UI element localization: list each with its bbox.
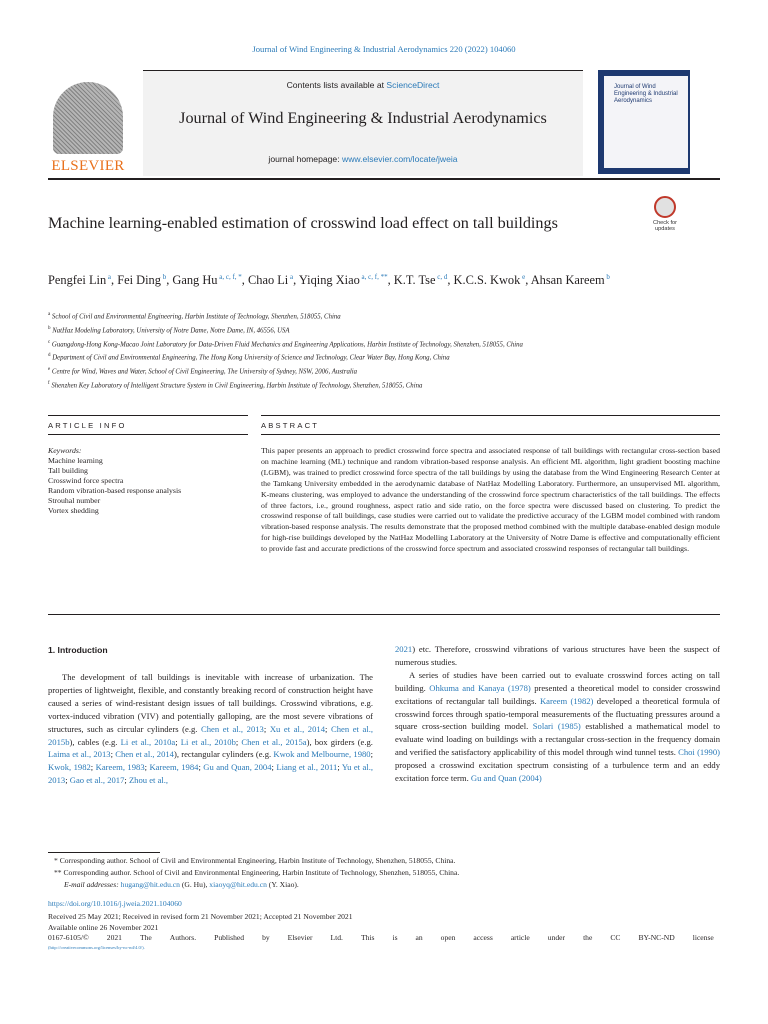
body-text: ; [263,723,270,734]
author-affiliation-marker[interactable]: c, d [435,273,448,281]
author-name: K.T. Tse [393,273,436,288]
keywords-heading: Keywords: [48,446,82,455]
body-text: ; [271,762,277,773]
keyword-item: Tall building [48,466,88,475]
homepage-prefix: journal homepage: [268,154,342,164]
citation-link[interactable]: Kareem, 1983 [95,762,145,773]
license-url-link[interactable]: (http://creativecommons.org/licenses/by-nc-nd/4.0/). [48,945,145,950]
affiliation-a [48,309,688,323]
email-line [48,879,720,891]
citation-link[interactable]: Ohkuma and Kanaya (1978) [429,682,531,693]
author-name: Ahsan Kareem [530,273,605,288]
check-updates-icon [654,196,676,218]
keyword-item: Machine learning [48,456,103,465]
affiliation-text: Department of Civil and Environmental Engineering, The Hong Kong University of Science and Technology, Clear Water Bay, Hong Kong, China [50,354,450,362]
author-affiliation-marker[interactable]: b [160,273,167,281]
article-info-rule-top [48,415,248,416]
license-word: access [473,933,493,943]
body-text: ; [144,762,150,773]
affiliation-d [48,350,688,364]
license-word: 0167-6105/© [48,933,89,943]
author-affiliation-marker[interactable]: a, c, f, ** [359,273,388,281]
body-text: established a mathematical model to evaluate wind loading on buildings with a rectangular cross-section in the frequency domain and verified the satisfactory applicability of this model through wind tunnel tests. [395,721,720,758]
author-name: Pengfei Lin [48,273,107,288]
citation-link[interactable]: Gu and Quan, 2004 [203,762,272,773]
author-name: Yiqing Xiao [298,273,360,288]
keyword-item: Random vibration-based response analysis [48,486,182,495]
footnote-1: * Corresponding author. School of Civil and Environmental Engineering, Harbin Institute of Technology, Shenzhen, 518055, China. [54,856,456,865]
body-text: ; [110,749,116,760]
license-word: under [547,933,566,943]
citation-link[interactable]: Kareem (1982) [539,695,594,706]
footnotes [48,855,720,891]
affiliation-key: d [48,353,51,359]
license-word: the [583,933,593,943]
license-word: This [360,933,375,943]
license-word: article [510,933,530,943]
license-word: license [692,933,714,943]
author-affiliation-marker[interactable]: a [106,273,112,281]
body-text: presented a theoretical model to consider crosswind excitations of rectangular tall buildings. [395,682,720,706]
license-word: 2021 [106,933,122,943]
author-affiliation-marker[interactable]: a [288,273,294,281]
citation-link[interactable]: Laima et al., 2013 [48,749,111,760]
footnote-2: ** Corresponding author. School of Civil and Environmental Engineering, Harbin Institute of Technology, Shenzhen, 518055, China. [54,868,460,877]
author-affiliation-marker[interactable]: e [520,273,526,281]
abstract-heading: ABSTRACT [261,421,320,430]
email-link-1[interactable]: hugang@hit.edu.cn [120,880,180,889]
intro-paragraph-1 [48,671,373,787]
license-word: Authors. [169,933,197,943]
article-info-heading: ARTICLE INFO [48,421,127,430]
author-affiliation-marker[interactable]: b [604,273,610,281]
license-word: Elsevier [287,933,313,943]
cover-title: Journal of Wind Engineering & Industrial Aerodynamics [614,84,678,104]
affiliation-key: c [48,339,51,345]
license-line [48,933,714,944]
elsevier-wordmark: ELSEVIER [51,158,125,174]
author-name: Chao Li [247,273,289,288]
citation-link[interactable]: Chen et al., 2015a [241,736,307,747]
elsevier-tree-icon [53,82,123,154]
journal-header [48,70,628,175]
cover-panel [604,76,688,168]
license-word: Published [214,933,245,943]
affiliation-c [48,337,688,351]
affiliation-key: e [48,367,51,373]
doi-link[interactable]: https://doi.org/10.1016/j.jweia.2021.104060 [48,899,182,908]
journal-reference[interactable]: Journal of Wind Engineering & Industrial Aerodynamics 220 (2022) 104060 [252,44,516,54]
header-banner [143,70,583,176]
author-list: Pengfei Lin $^a$, Fei Ding $^b$, Gang Hu $^{a, c, f, *}$, Chao Li $^a$, Yiqing Xiao $^{a, c, f, **}$, K.T. Tse $^{c, d}$, K.C.S. Kwok $^e$, Ahsan Kareem $^b$ [48,273,610,288]
body-column-left [48,671,373,787]
keywords-block [48,446,248,516]
citation-link[interactable]: Li et al., 2010b [180,736,236,747]
body-text: ; [90,762,96,773]
body-text: ), box girders (e.g. [306,736,373,747]
license-word: is [392,933,398,943]
contents-prefix: Contents lists available at [286,80,387,90]
citation-link[interactable]: Xu et al., 2014 [269,723,325,734]
keyword-item: Crosswind force spectra [48,476,124,485]
body-text: ), rectangular cylinders (e.g. [173,749,274,760]
keyword-item: Vortex shedding [48,506,99,515]
citation-link[interactable]: Kwok and Melbourne, 1980 [273,749,371,760]
affiliation-text: NatHaz Modeling Laboratory, University of Notre Dame, Notre Dame, IN, 46556, USA [50,327,290,335]
abstract-text: This paper presents an approach to predict crosswind force spectra and associated response of tall buildings with rectangular cross-section based on machine learning (ML) technique and random vibration-based response analysis. An efficient ML algorithm, light gradient boosting machine (LGBM), was trained to predict crosswind force spectra of the tall buildings by using the database from the Wind Engineering Research Center at the Tamkang University embedded in the aerodynamic database of NatHaz Modelling Laboratory. Furthermore, an unsupervised ML algorithm, K-means clustering, was employed to advance the understanding of the crosswind force spectrum characteristics of the tall buildings. The effects of three factors, i.e., ground roughness, aspect ratio and side ratio, on the force spectra were discussed based on clustering. To predict the crosswind response of tall buildings, case studies were carried out to validate the predictive accuracy of the LGBM model combined with random vibration-based response analysis. The results demonstrate that the proposed method combined with the multiple database-enabled design module for high-rise buildings developed by the NatHaz Modelling Laboratory at the University of Notre Dame is effective and computationally efficient to provide fast and accurate predictions of the crosswind force spectrum and associated crosswind responses of rectangular tall buildings. [261,446,720,554]
email-name-1: (G. Hu), [179,880,210,889]
article-info-rule [48,434,248,435]
body-text: ; [337,762,342,773]
citation-link[interactable]: Li et al., 2010a [120,736,176,747]
body-text: ; [124,775,129,786]
citation-link[interactable]: Chen et al., 2015b [48,723,374,747]
footnote-rule [48,852,160,853]
license-word: by [262,933,270,943]
citation-link[interactable]: Choi (1990) [678,747,720,758]
email-name-2: (Y. Xiao). [266,880,299,889]
author-name: Fei Ding [117,273,161,288]
author-name: K.C.S. Kwok [453,273,521,288]
citation-link[interactable]: Gao et al., 2017 [69,775,125,786]
check-updates-label: Check for updates [653,220,677,232]
license-word: BY-NC-ND [638,933,675,943]
author-name: Gang Hu [172,273,218,288]
header-rule [48,178,720,180]
affiliation-f [48,378,688,392]
email-label: E-mail addresses: [64,880,121,889]
homepage-line [143,154,583,164]
section-heading-introduction: 1. Introduction [48,645,108,655]
check-for-updates-button[interactable] [645,196,685,232]
citation-link[interactable]: Solari (1985) [532,721,581,732]
keyword-item: Strouhal number [48,496,101,505]
body-text: ; [370,749,373,760]
body-text: ) etc. Therefore, crosswind vibrations of various structures have been the suspect of numerous studies. [395,644,720,667]
journal-cover[interactable] [598,70,720,174]
body-column-right [395,643,720,785]
license-word: Ltd. [330,933,343,943]
paper-title: Machine learning-enabled estimation of crosswind load effect on tall buildings [48,214,558,232]
citation-link[interactable]: Liang et al., 2011 [276,762,338,773]
available-line: Available online 26 November 2021 [48,922,159,932]
abstract-rule [261,434,720,435]
sciencedirect-link[interactable]: ScienceDirect [386,80,440,90]
citation-link[interactable]: Zhou et al., [128,775,169,786]
body-text: developed a theoretical formula of crosswind forces through spatio-temporal measurements of the fluctuating pressures around a square cross-section building model. [395,695,720,732]
intro-paragraph-2 [395,669,720,785]
homepage-link[interactable]: www.elsevier.com/locate/jweia [341,154,458,164]
body-text: ; [235,736,242,747]
body-text: The development of tall buildings is inevitable with increase of urbanization. The properties of lightweight, flexible, and constantly breaking record of construction height have caused a series of wind-resistant design issues of tall buildings. Crosswind vibrations, e.g. vortex-induced vibration (VIV) and potentially galloping, are the most severe vibrations of structures, such as circular cylinders (e.g. [48,672,373,734]
body-text: proposed a crosswind excitation spectrum consisting of a turbulence term and an eddy excitation force term. [395,760,720,784]
body-text: ; [175,736,181,747]
body-text: ), cables (e.g. [69,736,121,747]
affiliation-b [48,323,688,337]
affiliation-text: Shenzhen Key Laboratory of Intelligent Structure System in Civil Engineering, Harbin Institute of Technology, Shenzhen, 518055, China [49,382,423,390]
keyword-list [48,456,248,516]
cover-strip [690,70,720,174]
citation-link[interactable]: Yu et al., 2013 [48,762,373,786]
affiliation-key: b [48,325,51,331]
author-affiliation-marker[interactable]: a, c, f, * [217,273,242,281]
journal-title: Journal of Wind Engineering & Industrial Aerodynamics [179,109,547,127]
body-text: A series of studies have been carried out to evaluate crosswind forces acting on tall building. [395,669,720,693]
license-word: an [415,933,423,943]
affiliation-text: Guangdong-Hong Kong-Macao Joint Laboratory for Data-Driven Fluid Mechanics and Engineering Applications, Harbin Institute of Technology, Shenzhen, 518055, China [50,340,523,348]
intro-paragraph-1-cont [395,643,720,669]
affiliations [48,309,688,392]
license-word: CC [610,933,621,943]
affiliation-text: School of Civil and Environmental Engineering, Harbin Institute of Technology, Shenzhen, 518055, China [50,313,341,321]
body-text: ; [325,723,331,734]
elsevier-logo[interactable] [48,82,128,174]
affiliation-key: f [48,380,50,386]
citation-link[interactable]: Kwok, 1982 [48,762,91,773]
contents-line [143,80,583,90]
affiliation-key: a [48,312,51,317]
abstract-rule-top [261,415,720,416]
affiliation-text: Centre for Wind, Waves and Water, School of Civil Engineering, The University of Sydney, NSW, 2006, Australia [50,368,358,376]
body-text: ; [65,775,70,786]
body-text: ; [198,762,204,773]
received-line: Received 25 May 2021; Received in revised form 21 November 2021; Accepted 21 November 2021 [48,912,353,921]
citation-link[interactable]: 2021 [395,644,413,654]
license-word: The [139,933,152,943]
citation-link[interactable]: Chen et al., 2013 [201,723,264,734]
email-link-2[interactable]: xiaoyq@hit.edu.cn [209,880,267,889]
citation-link[interactable]: Gu and Quan (2004) [470,773,542,784]
citation-link[interactable]: Chen et al., 2014 [115,749,174,760]
article-dates [48,912,720,944]
abstract-rule-bottom [48,614,720,615]
license-word: open [440,933,456,943]
citation-link[interactable]: Kareem, 1984 [149,762,199,773]
affiliation-e [48,364,688,378]
